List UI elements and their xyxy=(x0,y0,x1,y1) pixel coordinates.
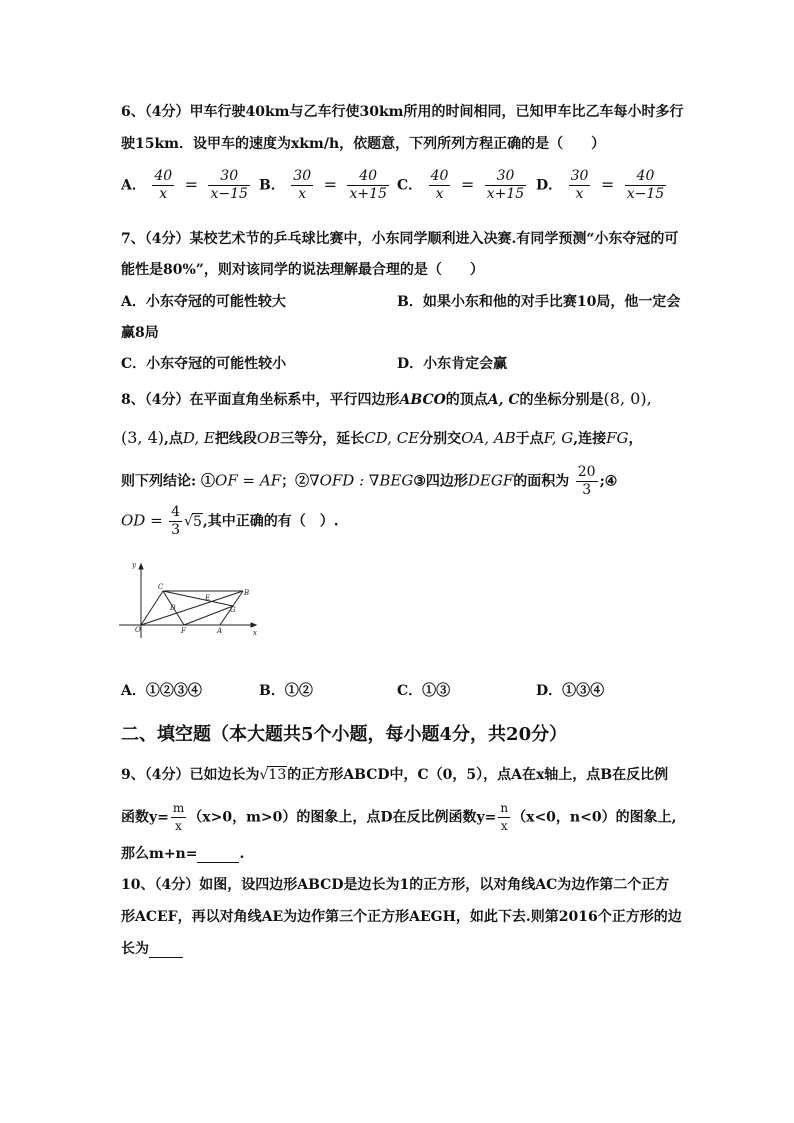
q8-line1: 8、（4分）在平面直角坐标系中，平行四边形ABCO的顶点A, C的坐标分别是(8, 0), xyxy=(121,389,652,408)
label-B: B xyxy=(244,589,250,597)
q8-diagram xyxy=(119,558,264,640)
q8-option-c[interactable]: C．①③ xyxy=(397,683,451,699)
y-axis-arrow-icon xyxy=(139,564,143,569)
q6-line2: 驶15km．设甲车的速度为xkm/h，依题意，下列所列方程正确的是（ ） xyxy=(121,136,606,152)
q8-line3: 则下列结论: ①OF = AF；②∇OFD : ∇BEG③四边形DEGF的面积为 $\frac{20}{3}$ ;④ xyxy=(121,464,618,498)
q7-option-b[interactable]: B．如果小东和他的对手比赛10局，他一定会 xyxy=(397,294,681,310)
label-A: A xyxy=(217,627,223,635)
q6-option-c[interactable] xyxy=(397,168,528,203)
label-F: F xyxy=(181,627,186,635)
fraction: $\frac{n}{x}$ xyxy=(500,801,509,833)
q7-option-d[interactable]: D．小东肯定会赢 xyxy=(397,356,508,372)
q10-line1: 10、（4分）如图，设四边形ABCD是边长为1的正方形，以对角线AC为边作第二个正方 xyxy=(121,877,670,893)
fraction: $\frac{4}{3}$ xyxy=(171,504,181,538)
equals-sign: = xyxy=(184,174,199,194)
q6-option-b[interactable] xyxy=(259,168,391,203)
answer-blank[interactable] xyxy=(197,846,239,863)
q8-option-d[interactable]: D．①③④ xyxy=(536,683,605,699)
q6-option-a[interactable] xyxy=(121,168,252,203)
equals-sign: = xyxy=(600,174,615,194)
answer-blank[interactable] xyxy=(149,941,183,958)
q9-line2: 函数y= $\frac{m}{x}$ （x>0，m>0）的图象上，点D在反比例函数y= $\frac{n}{x}$ （x<0，n<0）的图象上, xyxy=(121,801,677,833)
q8-option-a[interactable]: A．①②③④ xyxy=(121,683,202,699)
fraction: $\frac{40}{x}$ xyxy=(430,168,449,202)
segment-FG xyxy=(184,606,233,625)
q10-line2: 形ACEF，再以对角线AE为边作第三个正方形AEGH，如此下去.则第2016个正方形的边 xyxy=(121,909,682,925)
label-D: D xyxy=(170,604,176,612)
fraction: $\frac{20}{3}$ xyxy=(577,464,596,498)
fraction: $\frac{30}{x+15}$ xyxy=(486,168,525,202)
option-label: C． xyxy=(397,177,423,194)
q6-line1: 6、（4分）甲车行驶40km与乙车行使30km所用的时间相同，已知甲车比乙车每小时多行 xyxy=(121,104,684,120)
label-O: O xyxy=(135,626,141,634)
segment-OC xyxy=(141,591,163,625)
q7-line2: 能性是80%”，则对该同学的说法理解最合理的是（ ） xyxy=(121,262,484,278)
option-label: B． xyxy=(259,177,285,194)
option-label: D． xyxy=(536,177,563,194)
fraction: $\frac{40}{x-15}$ xyxy=(626,168,665,202)
label-x: x xyxy=(253,629,257,637)
q7-option-b-cont: 赢8局 xyxy=(121,325,159,341)
fraction: $\frac{30}{x}$ xyxy=(570,168,589,202)
q9-line3: 那么m+n= . xyxy=(121,846,245,862)
equals-sign: = xyxy=(323,174,337,194)
q6-option-d[interactable] xyxy=(536,168,668,203)
fraction: $\frac{40}{x+15}$ xyxy=(349,168,387,202)
x-axis-arrow-icon xyxy=(251,623,256,627)
q7-option-a[interactable]: A．小东夺冠的可能性较大 xyxy=(121,294,286,310)
q8-line4: OD = $\frac{4}{3}$ √5,其中正确的有（ ）. xyxy=(121,504,339,538)
section-title: 二、填空题（本大题共5个小题，每小题4分，共20分） xyxy=(121,724,568,745)
q10-line3: 长为 xyxy=(121,938,183,958)
fraction: $\frac{m}{x}$ xyxy=(172,801,185,833)
label-C: C xyxy=(158,583,164,591)
q7-line1: 7、（4分）某校艺术节的乒乓球比赛中，小东同学顺利进入决赛.有同学预测“小东夺冠的可 xyxy=(121,231,679,247)
q8-line2: (3, 4),点D, E把线段OB三等分，延长CD, CE分别交OA, AB于点F, G,连接FG， xyxy=(121,428,643,447)
fraction: $\frac{30}{x-15}$ xyxy=(210,168,248,202)
q7-option-c[interactable]: C．小东夺冠的可能性较小 xyxy=(121,356,287,372)
label-E: E xyxy=(205,594,211,602)
q9-line1: 9、（4分）已如边长为√13的正方形ABCD中，C（0，5），点A在x轴上，点B在反比例 xyxy=(121,767,669,783)
fraction: $\frac{40}{x}$ xyxy=(154,168,173,202)
label-G: G xyxy=(230,606,236,614)
label-y: y xyxy=(132,561,136,569)
fraction: $\frac{30}{x}$ xyxy=(293,168,312,202)
q8-option-b[interactable]: B．①② xyxy=(259,683,313,699)
equals-sign: = xyxy=(460,174,475,194)
option-label: A． xyxy=(121,177,146,194)
